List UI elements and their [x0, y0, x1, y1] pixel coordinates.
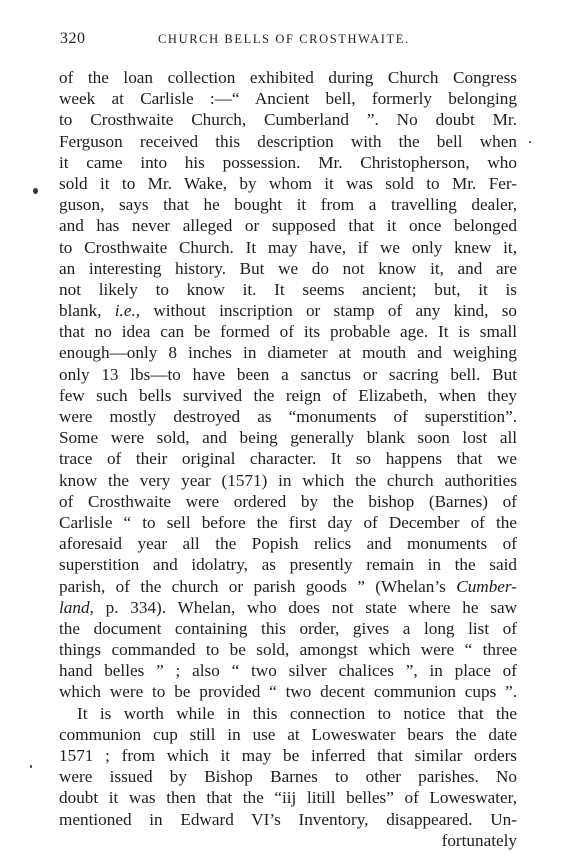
text-line: doubt it was then that the “iij litill belles” of Loweswater, [59, 788, 517, 808]
text-line: it came into his possession. Mr. Christopherson, who [59, 152, 517, 172]
text-line: and has never alleged or supposed that it once belonged [59, 216, 517, 236]
text-line: enough—only 8 inches in diameter at mouth and weighing [59, 343, 517, 363]
text-line: to Crosthwaite Church, Cumberland ”. No doubt Mr. [59, 110, 517, 130]
ink-speck [30, 765, 32, 768]
text-line: an interesting history. But we do not know it, and are [59, 258, 517, 278]
text-line: guson, says that he bought it from a travelling dealer, [59, 195, 517, 215]
text-line: only 13 lbs—to have been a sanctus or sacring bell. But [59, 364, 517, 384]
page-number: 320 [60, 30, 86, 47]
text-line: Some were sold, and being generally blank soon lost all [59, 428, 517, 448]
text-line: hand belles ” ; also “ two silver chalices ”, in place of [59, 661, 517, 681]
text-line: parish, of the church or parish goods ” (Whelan’s Cumber- [59, 576, 517, 596]
text-line: land, p. 334). Whelan, who does not state where he saw [59, 597, 517, 617]
text-line: of Crosthwaite were ordered by the bishop (Barnes) of [59, 491, 517, 511]
text-line: week at Carlisle :—“ Ancient bell, formerly belonging [59, 89, 517, 109]
text-line: that no idea can be formed of its probable age. It is small [59, 322, 517, 342]
text-line: trace of their original character. It so happens that we [59, 449, 517, 469]
text-line: things commanded to be sold, amongst which were “ three [59, 640, 517, 660]
text-line: Ferguson received this description with the bell when [59, 131, 517, 151]
page-header [60, 30, 520, 54]
text-line: blank, i.e., without inscription or stamp of any kind, so [59, 301, 517, 321]
running-head: CHURCH BELLS OF CROSTHWAITE. [158, 32, 410, 46]
text-line: fortunately [441, 830, 517, 850]
text-line: aforesaid year all the Popish relics and monuments of [59, 534, 517, 554]
text-line: mentioned in Edward VI’s Inventory, disappeared. Un- [59, 809, 517, 829]
text-line: not likely to know it. It seems ancient; but, it is [59, 279, 517, 299]
text-line: communion cup still in use at Loweswater bears the date [59, 724, 517, 744]
text-line: the document containing this order, gives a long list of [59, 618, 517, 638]
text-line: of the loan collection exhibited during Church Congress [59, 68, 517, 87]
text-line: 1571 ; from which it may be inferred that similar orders [59, 746, 517, 765]
text-line: It is worth while in this connection to notice that the [77, 703, 517, 723]
text-line: were mostly destroyed as “monuments of superstition”. [59, 407, 517, 426]
text-line: which were to be provided “ two decent communion cups ”. [59, 682, 517, 702]
text-line: superstition and idolatry, as presently remain in the said [59, 555, 517, 575]
text-line: few such bells survived the reign of Elizabeth, when they [59, 385, 517, 405]
text-line: were issued by Bishop Barnes to other parishes. No [59, 767, 517, 787]
text-line: Carlisle “ to sell before the first day of December of the [59, 512, 517, 532]
text-line: to Crosthwaite Church. It may have, if we only knew it, [59, 237, 517, 257]
text-line: sold it to Mr. Wake, by whom it was sold to Mr. Fer- [59, 173, 517, 193]
text-line: know the very year (1571) in which the church authorities [59, 470, 517, 490]
body-text [59, 67, 517, 851]
ink-speck [33, 188, 38, 194]
ink-speck [529, 141, 531, 143]
